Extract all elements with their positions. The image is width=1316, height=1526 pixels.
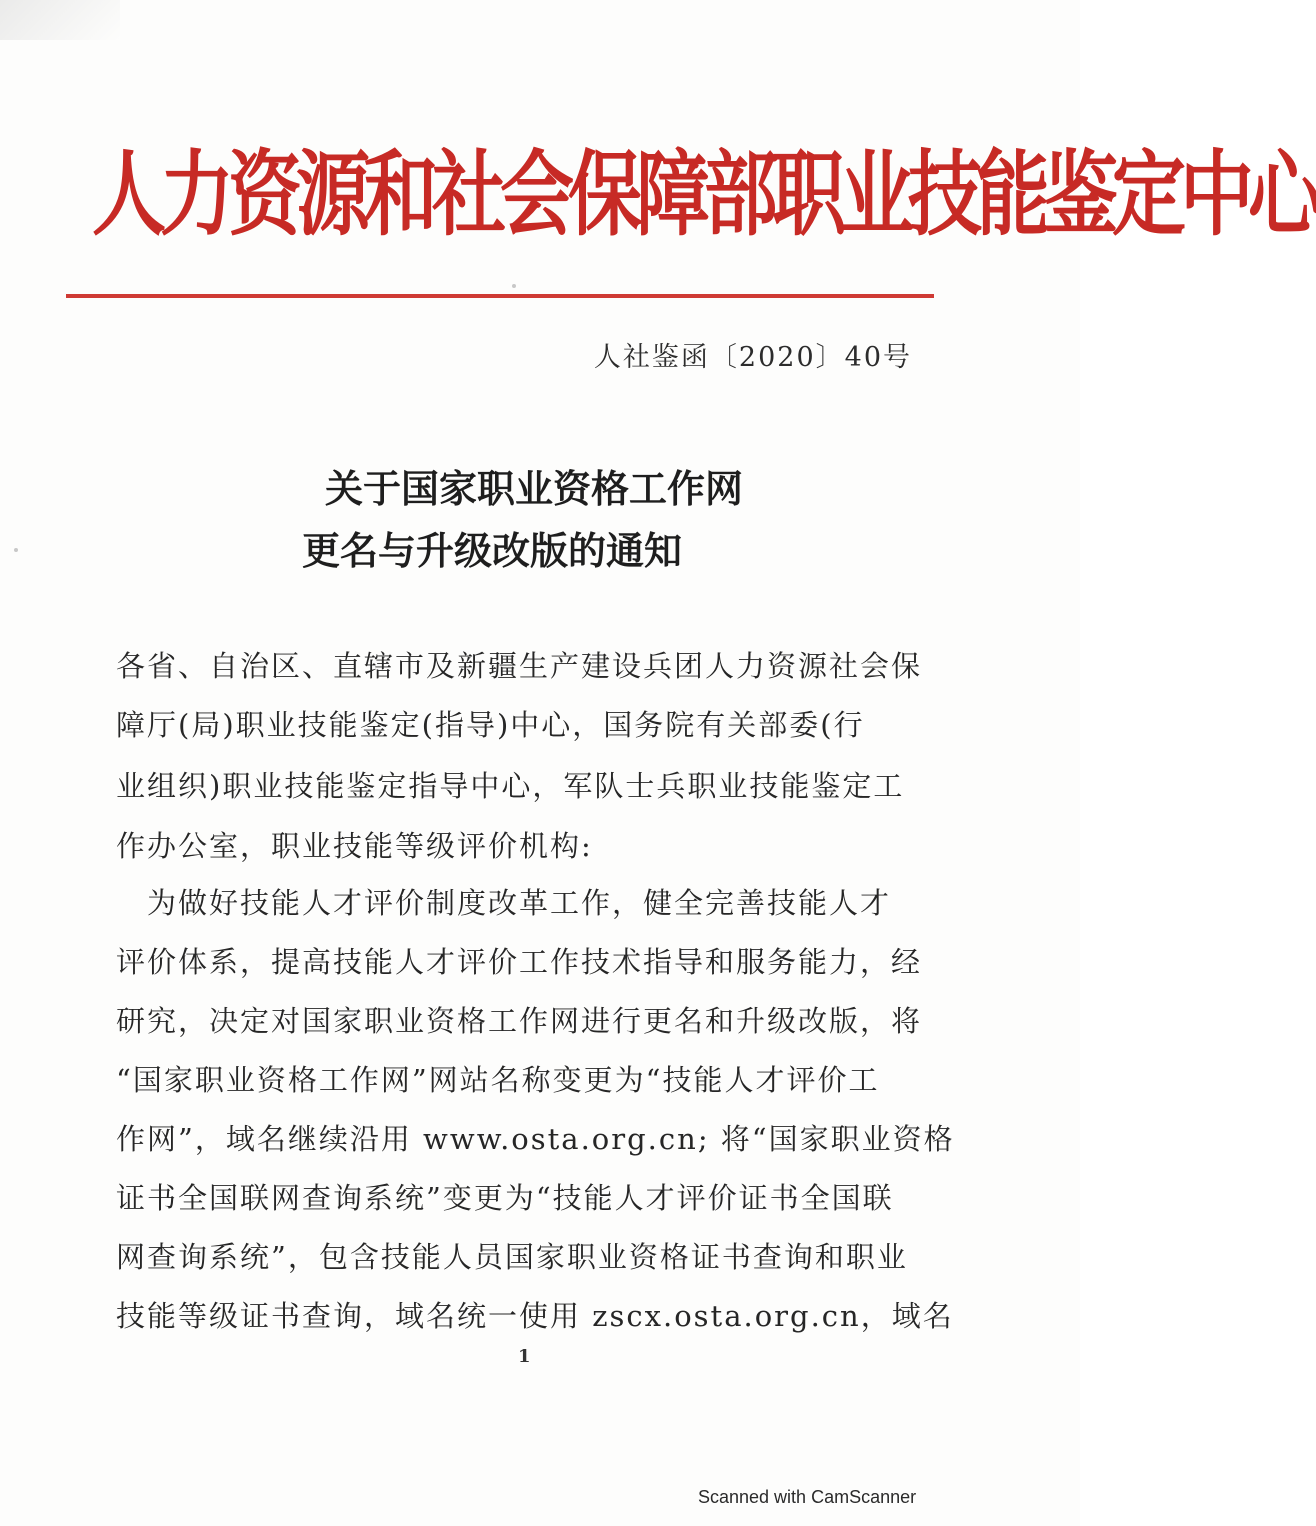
- scanner-watermark: Scanned with CamScanner: [698, 1487, 917, 1507]
- body-line: 证书全国联网查询系统”变更为“技能人才评价证书全国联: [116, 1181, 894, 1215]
- body-line: 技能等级证书查询，域名统一使用 zscx.osta.org.cn，域名: [116, 1299, 954, 1333]
- issuing-organization-header: 人力资源和社会保障部职业技能鉴定中心: [92, 141, 1316, 249]
- body-line: 评价体系，提高技能人才评价工作技术指导和服务能力，经: [116, 945, 923, 979]
- body-line: 业组织)职业技能鉴定指导中心，军队士兵职业技能鉴定工: [116, 769, 905, 803]
- red-header-rule: [66, 294, 934, 298]
- body-line: “国家职业资格工作网”网站名称变更为“技能人才评价工: [116, 1063, 880, 1097]
- body-line: 网查询系统”，包含技能人员国家职业资格证书查询和职业: [116, 1240, 908, 1274]
- body-line: 研究，决定对国家职业资格工作网进行更名和升级改版，将: [116, 1004, 923, 1038]
- body-line: 作网”，域名继续沿用 www.osta.org.cn; 将“国家职业资格: [116, 1122, 955, 1156]
- scan-speck: [512, 284, 516, 288]
- page-number: 1: [518, 1346, 531, 1367]
- scan-speck: [14, 548, 18, 552]
- scan-artifact: [0, 0, 120, 40]
- body-line: 作办公室，职业技能等级评价机构:: [116, 829, 593, 863]
- document-title-line-2: 更名与升级改版的通知: [301, 529, 682, 573]
- body-line: 障厅(局)职业技能鉴定(指导)中心，国务院有关部委(行: [116, 708, 865, 742]
- body-line: 各省、自治区、直辖市及新疆生产建设兵团人力资源社会保: [116, 649, 923, 683]
- body-line: 为做好技能人才评价制度改革工作，健全完善技能人才: [116, 886, 892, 920]
- document-title-line-1: 关于国家职业资格工作网: [324, 467, 743, 511]
- document-number: 人社鉴函〔2020〕40号: [593, 342, 912, 373]
